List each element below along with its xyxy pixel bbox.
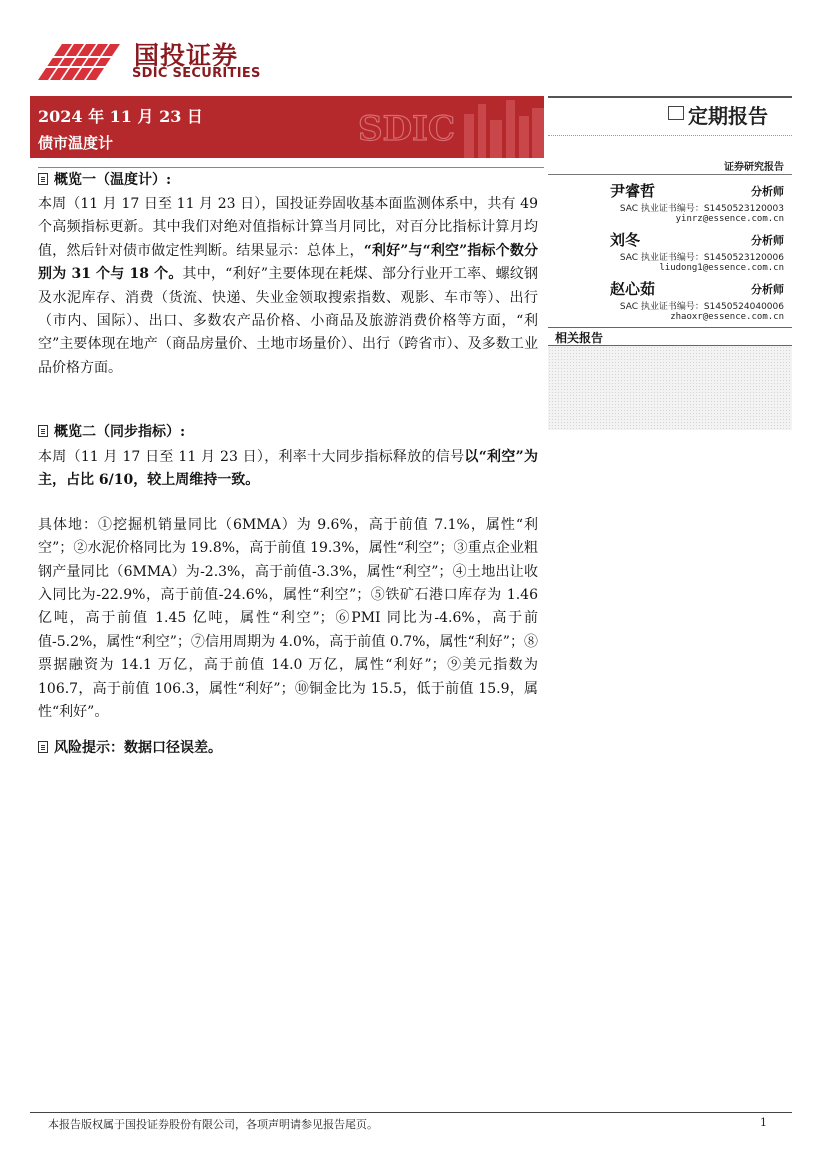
analyst-name: 刘冬 [610, 231, 641, 249]
page-number: 1 [760, 1116, 767, 1129]
report-type [668, 100, 792, 130]
section-risk [38, 737, 538, 757]
footer-rule [30, 1112, 792, 1113]
analyst-email[interactable]: yinrz@essence.com.cn [675, 214, 784, 224]
analyst-title: 分析师 [751, 234, 784, 247]
analyst-email[interactable]: liudong1@essence.com.cn [659, 263, 784, 273]
footer-disclaimer: 本报告版权属于国投证券股份有限公司，各项声明请参见报告尾页。 [48, 1118, 378, 1131]
analyst-card [548, 229, 784, 275]
paragraph-detail: 具体地：①挖掘机销量同比（6MMA）为 9.6%，高于前值 7.1%，属性“利空”；②水泥价格同比为 19.8%，高于前值 19.3%，属性“利空”；③重点企业粗钢产量同比（6MMA）为-2.3%，高于前值-3.3%，属性“利空”；④土地出让收入同比为-22.9%，高于前值-24.6%，属性“利空”；⑤铁矿石港口库存为 1.46 亿吨，高于前值 1.45 亿吨，属性“利空”；⑥PMI 同比为-4.6%，高于前值-5.2%，属性“利空”；⑦信用周期为 4.0%，高于前值 0.7%，属性“利好”；⑧票据融资为 14.1 万亿，高于前值 14.0 万亿，属性“利好”；⑨美元指数为 106.7，高于前值 106.3，属性“利好”；⑩铜金比为 15.5，低于前值 15.9，属性“利好”。 [38, 516, 538, 721]
related-rule-top [548, 327, 792, 328]
highlight-text: 以“利空”为主，占比 6/10，较上周维持一致。 [38, 449, 538, 489]
analyst-sac-number: SAC 执业证书编号：S1450523120003 [619, 204, 784, 214]
header-dotted-rule [548, 135, 792, 136]
city-skyline-decoration-icon [344, 96, 544, 158]
section-heading [38, 169, 538, 189]
analyst-sac-number: SAC 执业证书编号：S1450524040006 [619, 302, 784, 312]
section-heading [38, 421, 538, 441]
document-icon [38, 425, 48, 437]
related-reports-box [548, 346, 792, 430]
paragraph: 本周（11 月 17 日至 11 月 23 日），国投证券固收基本面监测体系中，共有 49 个高频指标更新。其中我们对绝对值指标计算当月同比，对百分比指标计算月均值，然后针对债市做定性判断。结果显示：总体上，“利好”与“利空”指标个数分别为 31 个与 18 个。其中，“利好”主要体现在耗煤、部分行业开工率、螺纹钢及水泥库存、消费（货流、快递、失业金领取搜索指数、观影、车市等）、出行（市内、国际）、出口、多数农产品价格、小商品及旅游消费价格等方面，“利空”主要体现在地产（商品房量价、土地市场量价）、出行（跨省市）、及多数工业品价格方面。 [38, 196, 539, 376]
main-rule [38, 167, 544, 168]
logo-english-name: SDIC SECURITIES [132, 66, 261, 81]
svg-text:SDIC: SDIC [358, 109, 456, 149]
report-type-label: 定期报告 [688, 104, 768, 128]
analyst-sac-number: SAC 执业证书编号：S1450523120006 [619, 253, 784, 263]
related-reports-heading: 相关报告 [555, 331, 604, 345]
analyst-title: 分析师 [751, 185, 784, 198]
sdic-logo [38, 36, 268, 84]
section-heading [38, 737, 538, 757]
analyst-card [548, 278, 784, 324]
logo-chinese-name: 国投证券 [134, 41, 239, 70]
section-heading-text: 概览二（同步指标）: [54, 424, 186, 440]
title-banner [30, 96, 544, 158]
highlight-text: “利好”与“利空”指标个数分别为 31 个与 18 个。 [38, 242, 539, 283]
document-icon [38, 173, 48, 185]
report-date: 2024 年 11 月 23 日 [38, 107, 203, 126]
sdic-logo-mark-icon [38, 36, 124, 80]
analyst-rule [548, 174, 792, 175]
analyst-name: 尹睿哲 [610, 182, 656, 200]
paragraph: 本周（11 月 17 日至 11 月 23 日），利率十大同步指标释放的信号以“利空”为主，占比 6/10，较上周维持一致。 [38, 449, 538, 489]
risk-warning-text: 风险提示：数据口径误差。 [54, 740, 222, 756]
analyst-title: 分析师 [751, 283, 784, 296]
header-rule [548, 96, 792, 98]
analyst-email[interactable]: zhaoxr@essence.com.cn [670, 312, 784, 322]
analyst-card [548, 180, 784, 226]
research-tag: 证券研究报告 [724, 162, 784, 173]
report-title: 债市温度计 [38, 134, 114, 152]
analyst-name: 赵心茹 [610, 280, 656, 298]
section-overview-2 [38, 421, 538, 724]
document-icon [38, 741, 48, 753]
section-heading-text: 概览一（温度计）: [54, 172, 172, 188]
section-overview-1 [38, 169, 538, 380]
chart-box-icon [668, 106, 684, 120]
